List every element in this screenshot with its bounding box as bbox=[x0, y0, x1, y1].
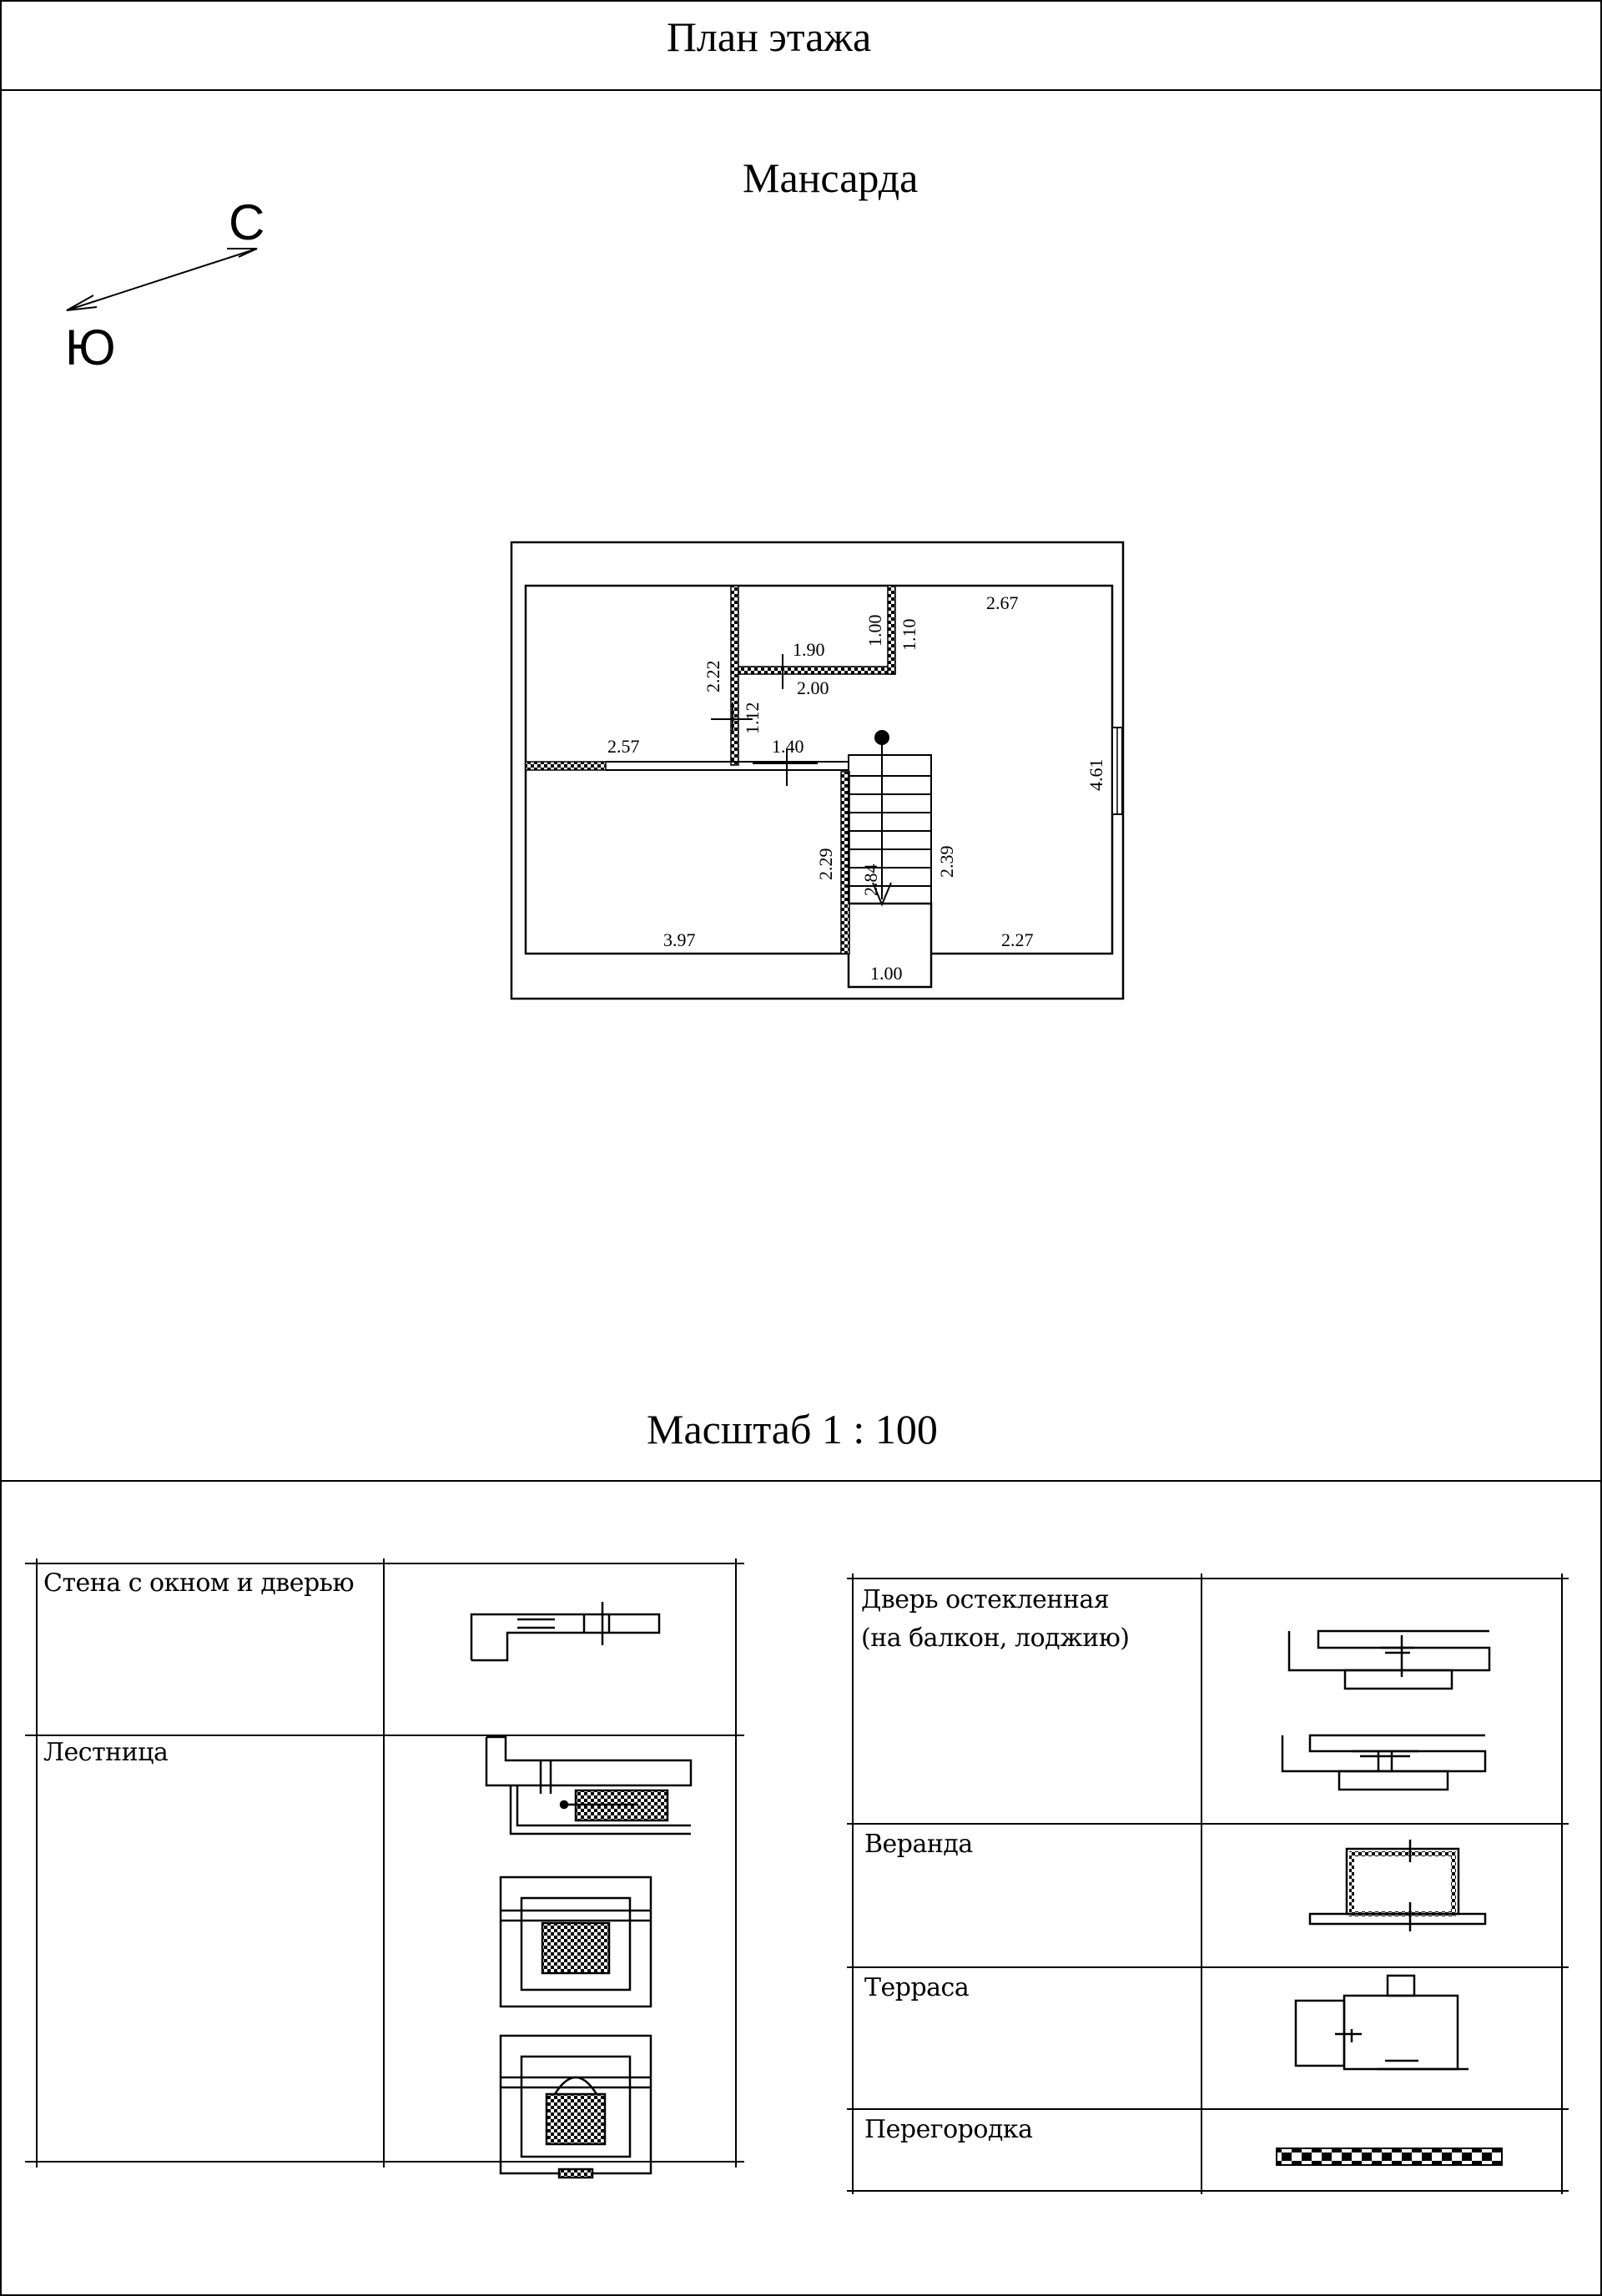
legend-label-veranda: Веранда bbox=[864, 1830, 973, 1859]
legend-label-stairs: Лестница bbox=[43, 1738, 169, 1767]
compass-arrow bbox=[67, 249, 257, 310]
floor-plan bbox=[511, 542, 1123, 999]
legend-label-glazed-door: Дверь остекленная bbox=[861, 1585, 1110, 1614]
legend-label-wall-window-door: Стена с окном и дверью bbox=[43, 1568, 355, 1598]
dim-label: 2.67 bbox=[986, 592, 1019, 613]
sheet-title: План этажа bbox=[666, 13, 872, 60]
compass-north-label: С bbox=[229, 194, 265, 250]
glazed-door-symbols bbox=[1282, 1631, 1489, 1790]
stair-symbols bbox=[486, 1737, 691, 2178]
scale-label: Масштаб 1 : 100 bbox=[647, 1406, 938, 1453]
legend-label-glazed-door-note: (на балкон, лоджию) bbox=[861, 1624, 1130, 1653]
dim-label: 1.10 bbox=[899, 618, 919, 651]
wall-window-door-symbol bbox=[471, 1602, 659, 1660]
dim-label: 1.40 bbox=[772, 736, 804, 757]
sheet-frame bbox=[0, 1, 1602, 2295]
dim-label: 2.27 bbox=[1001, 929, 1034, 950]
legend-label-terrace: Терраса bbox=[864, 1973, 970, 2002]
terrace-symbol bbox=[1296, 1976, 1468, 2069]
legend-label-partition: Перегородка bbox=[864, 2115, 1033, 2144]
dim-label: 2.00 bbox=[797, 677, 829, 698]
dim-label: 1.00 bbox=[864, 614, 885, 647]
dim-label: 2.39 bbox=[936, 845, 957, 878]
dim-label: 1.12 bbox=[742, 702, 763, 734]
partition-symbol bbox=[1277, 2148, 1502, 2165]
dim-label: 2.29 bbox=[815, 848, 836, 880]
compass-south-label: Ю bbox=[65, 320, 116, 375]
dim-label: 4.61 bbox=[1086, 758, 1106, 791]
dim-label: 2.22 bbox=[703, 660, 723, 692]
dim-label: 2.57 bbox=[607, 736, 640, 757]
veranda-symbol bbox=[1310, 1840, 1485, 1931]
dim-label: 1.90 bbox=[793, 639, 825, 660]
legend-table-left bbox=[25, 1558, 744, 2168]
dim-label: 1.00 bbox=[870, 963, 903, 984]
floor-name: Мансарда bbox=[743, 154, 919, 201]
stair-start-dot bbox=[874, 730, 889, 745]
dim-label: 2.84 bbox=[860, 864, 881, 896]
legend-table-right bbox=[847, 1573, 1569, 2194]
dim-label: 3.97 bbox=[663, 929, 696, 950]
